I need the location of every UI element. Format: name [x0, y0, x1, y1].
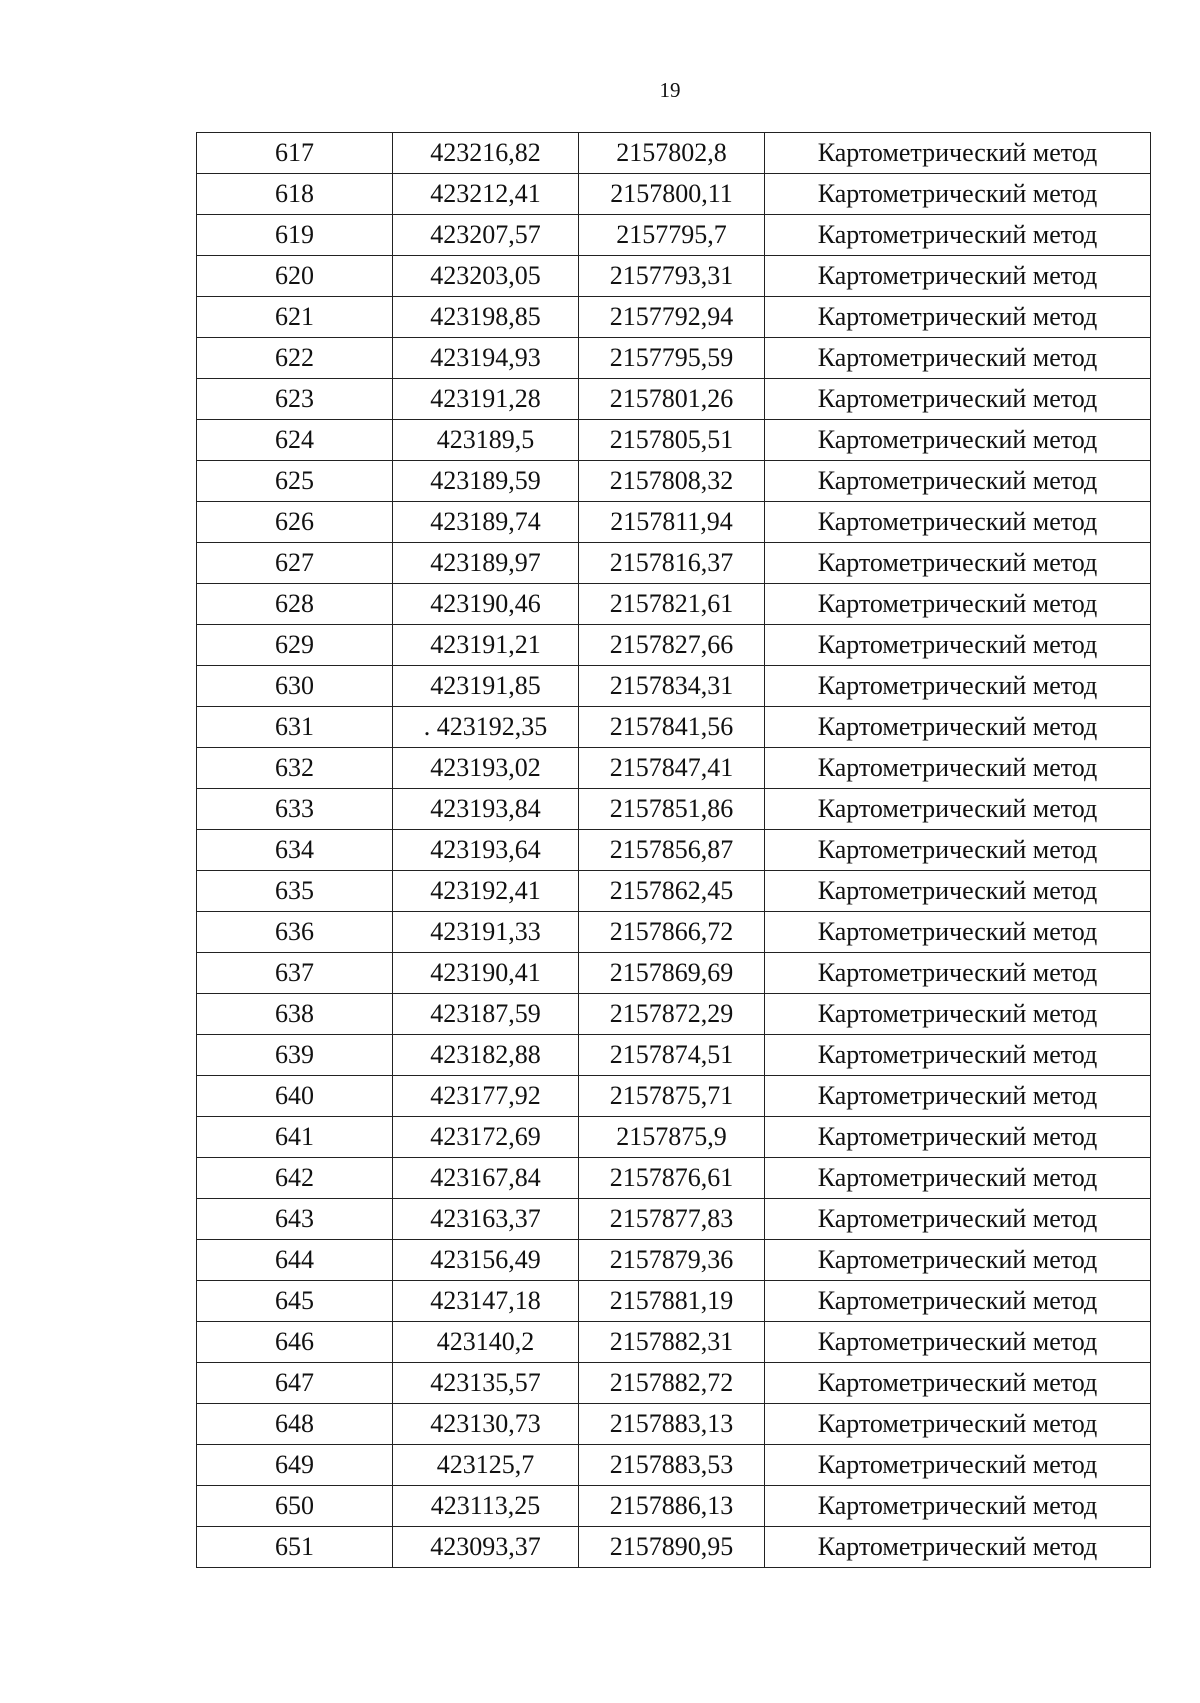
method-cell: Картометрический метод: [765, 420, 1151, 461]
y-coordinate-cell: 2157805,51: [579, 420, 765, 461]
x-coordinate-cell: 423191,33: [393, 912, 579, 953]
point-number-cell: 638: [197, 994, 393, 1035]
point-number-cell: 623: [197, 379, 393, 420]
x-coordinate-cell: 423207,57: [393, 215, 579, 256]
table-row: [197, 994, 1151, 1035]
table-row: [197, 1404, 1151, 1445]
point-number-cell: 628: [197, 584, 393, 625]
point-number-cell: 651: [197, 1527, 393, 1568]
table-row: [197, 625, 1151, 666]
method-cell: Картометрический метод: [765, 994, 1151, 1035]
table-row: [197, 666, 1151, 707]
table-row: [197, 1240, 1151, 1281]
point-number-cell: 630: [197, 666, 393, 707]
method-cell: Картометрический метод: [765, 1281, 1151, 1322]
point-number-cell: 627: [197, 543, 393, 584]
y-coordinate-cell: 2157834,31: [579, 666, 765, 707]
point-number-cell: 622: [197, 338, 393, 379]
method-cell: Картометрический метод: [765, 461, 1151, 502]
table-row: [197, 215, 1151, 256]
y-coordinate-cell: 2157851,86: [579, 789, 765, 830]
point-number-cell: 642: [197, 1158, 393, 1199]
x-coordinate-cell: 423135,57: [393, 1363, 579, 1404]
table-row: [197, 953, 1151, 994]
table-row: [197, 502, 1151, 543]
x-coordinate-cell: 423177,92: [393, 1076, 579, 1117]
method-cell: Картометрический метод: [765, 953, 1151, 994]
x-coordinate-cell: 423113,25: [393, 1486, 579, 1527]
y-coordinate-cell: 2157866,72: [579, 912, 765, 953]
table-row: [197, 707, 1151, 748]
method-cell: Картометрический метод: [765, 379, 1151, 420]
y-coordinate-cell: 2157816,37: [579, 543, 765, 584]
table-row: [197, 420, 1151, 461]
table-row: [197, 338, 1151, 379]
method-cell: Картометрический метод: [765, 871, 1151, 912]
method-cell: Картометрический метод: [765, 830, 1151, 871]
coordinates-table-body: [197, 133, 1151, 1568]
table-row: [197, 133, 1151, 174]
table-row: [197, 543, 1151, 584]
y-coordinate-cell: 2157802,8: [579, 133, 765, 174]
x-coordinate-cell: 423212,41: [393, 174, 579, 215]
x-coordinate-cell: 423203,05: [393, 256, 579, 297]
point-number-cell: 646: [197, 1322, 393, 1363]
table-row: [197, 1527, 1151, 1568]
y-coordinate-cell: 2157890,95: [579, 1527, 765, 1568]
method-cell: Картометрический метод: [765, 1199, 1151, 1240]
point-number-cell: 620: [197, 256, 393, 297]
method-cell: Картометрический метод: [765, 1404, 1151, 1445]
y-coordinate-cell: 2157883,13: [579, 1404, 765, 1445]
point-number-cell: 645: [197, 1281, 393, 1322]
y-coordinate-cell: 2157808,32: [579, 461, 765, 502]
point-number-cell: 635: [197, 871, 393, 912]
method-cell: Картометрический метод: [765, 1117, 1151, 1158]
table-row: [197, 379, 1151, 420]
x-coordinate-cell: 423147,18: [393, 1281, 579, 1322]
y-coordinate-cell: 2157821,61: [579, 584, 765, 625]
method-cell: Картометрический метод: [765, 543, 1151, 584]
y-coordinate-cell: 2157793,31: [579, 256, 765, 297]
y-coordinate-cell: 2157874,51: [579, 1035, 765, 1076]
method-cell: Картометрический метод: [765, 338, 1151, 379]
point-number-cell: 632: [197, 748, 393, 789]
table-row: [197, 174, 1151, 215]
x-coordinate-cell: 423190,46: [393, 584, 579, 625]
y-coordinate-cell: 2157879,36: [579, 1240, 765, 1281]
y-coordinate-cell: 2157881,19: [579, 1281, 765, 1322]
method-cell: Картометрический метод: [765, 748, 1151, 789]
method-cell: Картометрический метод: [765, 912, 1151, 953]
point-number-cell: 633: [197, 789, 393, 830]
x-coordinate-cell: 423187,59: [393, 994, 579, 1035]
method-cell: Картометрический метод: [765, 215, 1151, 256]
x-coordinate-cell: 423190,41: [393, 953, 579, 994]
method-cell: Картометрический метод: [765, 256, 1151, 297]
table-row: [197, 1322, 1151, 1363]
point-number-cell: 639: [197, 1035, 393, 1076]
x-coordinate-cell: 423193,02: [393, 748, 579, 789]
x-coordinate-cell: 423216,82: [393, 133, 579, 174]
y-coordinate-cell: 2157795,7: [579, 215, 765, 256]
table-row: [197, 748, 1151, 789]
point-number-cell: 636: [197, 912, 393, 953]
y-coordinate-cell: 2157856,87: [579, 830, 765, 871]
point-number-cell: 625: [197, 461, 393, 502]
point-number-cell: 641: [197, 1117, 393, 1158]
y-coordinate-cell: 2157847,41: [579, 748, 765, 789]
method-cell: Картометрический метод: [765, 625, 1151, 666]
x-coordinate-cell: 423194,93: [393, 338, 579, 379]
y-coordinate-cell: 2157882,31: [579, 1322, 765, 1363]
method-cell: Картометрический метод: [765, 174, 1151, 215]
y-coordinate-cell: 2157841,56: [579, 707, 765, 748]
point-number-cell: 617: [197, 133, 393, 174]
y-coordinate-cell: 2157875,9: [579, 1117, 765, 1158]
table-row: [197, 1076, 1151, 1117]
method-cell: Картометрический метод: [765, 1486, 1151, 1527]
table-row: [197, 789, 1151, 830]
method-cell: Картометрический метод: [765, 707, 1151, 748]
x-coordinate-cell: 423140,2: [393, 1322, 579, 1363]
table-row: [197, 1363, 1151, 1404]
table-row: [197, 297, 1151, 338]
coordinates-table: [196, 132, 1151, 1568]
method-cell: Картометрический метод: [765, 133, 1151, 174]
x-coordinate-cell: 423163,37: [393, 1199, 579, 1240]
table-row: [197, 912, 1151, 953]
x-coordinate-cell: 423130,73: [393, 1404, 579, 1445]
point-number-cell: 634: [197, 830, 393, 871]
x-coordinate-cell: 423167,84: [393, 1158, 579, 1199]
table-row: [197, 830, 1151, 871]
y-coordinate-cell: 2157876,61: [579, 1158, 765, 1199]
x-coordinate-cell: 423191,85: [393, 666, 579, 707]
x-coordinate-cell: 423198,85: [393, 297, 579, 338]
method-cell: Картометрический метод: [765, 1322, 1151, 1363]
x-coordinate-cell: 423182,88: [393, 1035, 579, 1076]
y-coordinate-cell: 2157800,11: [579, 174, 765, 215]
page-number: 19: [659, 78, 681, 102]
y-coordinate-cell: 2157882,72: [579, 1363, 765, 1404]
y-coordinate-cell: 2157827,66: [579, 625, 765, 666]
point-number-cell: 618: [197, 174, 393, 215]
point-number-cell: 621: [197, 297, 393, 338]
x-coordinate-cell: 423189,74: [393, 502, 579, 543]
point-number-cell: 619: [197, 215, 393, 256]
table-row: [197, 1158, 1151, 1199]
method-cell: Картометрический метод: [765, 1240, 1151, 1281]
x-coordinate-cell: 423189,5: [393, 420, 579, 461]
x-coordinate-cell: 423193,64: [393, 830, 579, 871]
table-row: [197, 1035, 1151, 1076]
y-coordinate-cell: 2157875,71: [579, 1076, 765, 1117]
method-cell: Картометрический метод: [765, 1363, 1151, 1404]
x-coordinate-cell: 423093,37: [393, 1527, 579, 1568]
point-number-cell: 626: [197, 502, 393, 543]
x-coordinate-cell: 423191,28: [393, 379, 579, 420]
table-row: [197, 1199, 1151, 1240]
table-row: [197, 1281, 1151, 1322]
table-row: [197, 1486, 1151, 1527]
y-coordinate-cell: 2157883,53: [579, 1445, 765, 1486]
method-cell: Картометрический метод: [765, 789, 1151, 830]
y-coordinate-cell: 2157872,29: [579, 994, 765, 1035]
x-coordinate-cell: 423189,97: [393, 543, 579, 584]
point-number-cell: 631: [197, 707, 393, 748]
point-number-cell: 649: [197, 1445, 393, 1486]
y-coordinate-cell: 2157862,45: [579, 871, 765, 912]
method-cell: Картометрический метод: [765, 1527, 1151, 1568]
table-row: [197, 584, 1151, 625]
x-coordinate-cell: 423189,59: [393, 461, 579, 502]
point-number-cell: 637: [197, 953, 393, 994]
x-coordinate-cell: 423192,41: [393, 871, 579, 912]
point-number-cell: 640: [197, 1076, 393, 1117]
x-coordinate-cell: 423125,7: [393, 1445, 579, 1486]
y-coordinate-cell: 2157795,59: [579, 338, 765, 379]
table-row: [197, 1117, 1151, 1158]
x-coordinate-cell: . 423192,35: [393, 707, 579, 748]
point-number-cell: 648: [197, 1404, 393, 1445]
method-cell: Картометрический метод: [765, 1035, 1151, 1076]
point-number-cell: 624: [197, 420, 393, 461]
y-coordinate-cell: 2157811,94: [579, 502, 765, 543]
point-number-cell: 644: [197, 1240, 393, 1281]
y-coordinate-cell: 2157877,83: [579, 1199, 765, 1240]
table-row: [197, 256, 1151, 297]
x-coordinate-cell: 423172,69: [393, 1117, 579, 1158]
y-coordinate-cell: 2157886,13: [579, 1486, 765, 1527]
method-cell: Картометрический метод: [765, 1076, 1151, 1117]
point-number-cell: 629: [197, 625, 393, 666]
point-number-cell: 647: [197, 1363, 393, 1404]
table-row: [197, 461, 1151, 502]
y-coordinate-cell: 2157792,94: [579, 297, 765, 338]
point-number-cell: 650: [197, 1486, 393, 1527]
x-coordinate-cell: 423156,49: [393, 1240, 579, 1281]
y-coordinate-cell: 2157869,69: [579, 953, 765, 994]
point-number-cell: 643: [197, 1199, 393, 1240]
x-coordinate-cell: 423191,21: [393, 625, 579, 666]
method-cell: Картометрический метод: [765, 1158, 1151, 1199]
method-cell: Картометрический метод: [765, 297, 1151, 338]
method-cell: Картометрический метод: [765, 502, 1151, 543]
method-cell: Картометрический метод: [765, 1445, 1151, 1486]
table-row: [197, 1445, 1151, 1486]
x-coordinate-cell: 423193,84: [393, 789, 579, 830]
method-cell: Картометрический метод: [765, 584, 1151, 625]
y-coordinate-cell: 2157801,26: [579, 379, 765, 420]
table-row: [197, 871, 1151, 912]
method-cell: Картометрический метод: [765, 666, 1151, 707]
